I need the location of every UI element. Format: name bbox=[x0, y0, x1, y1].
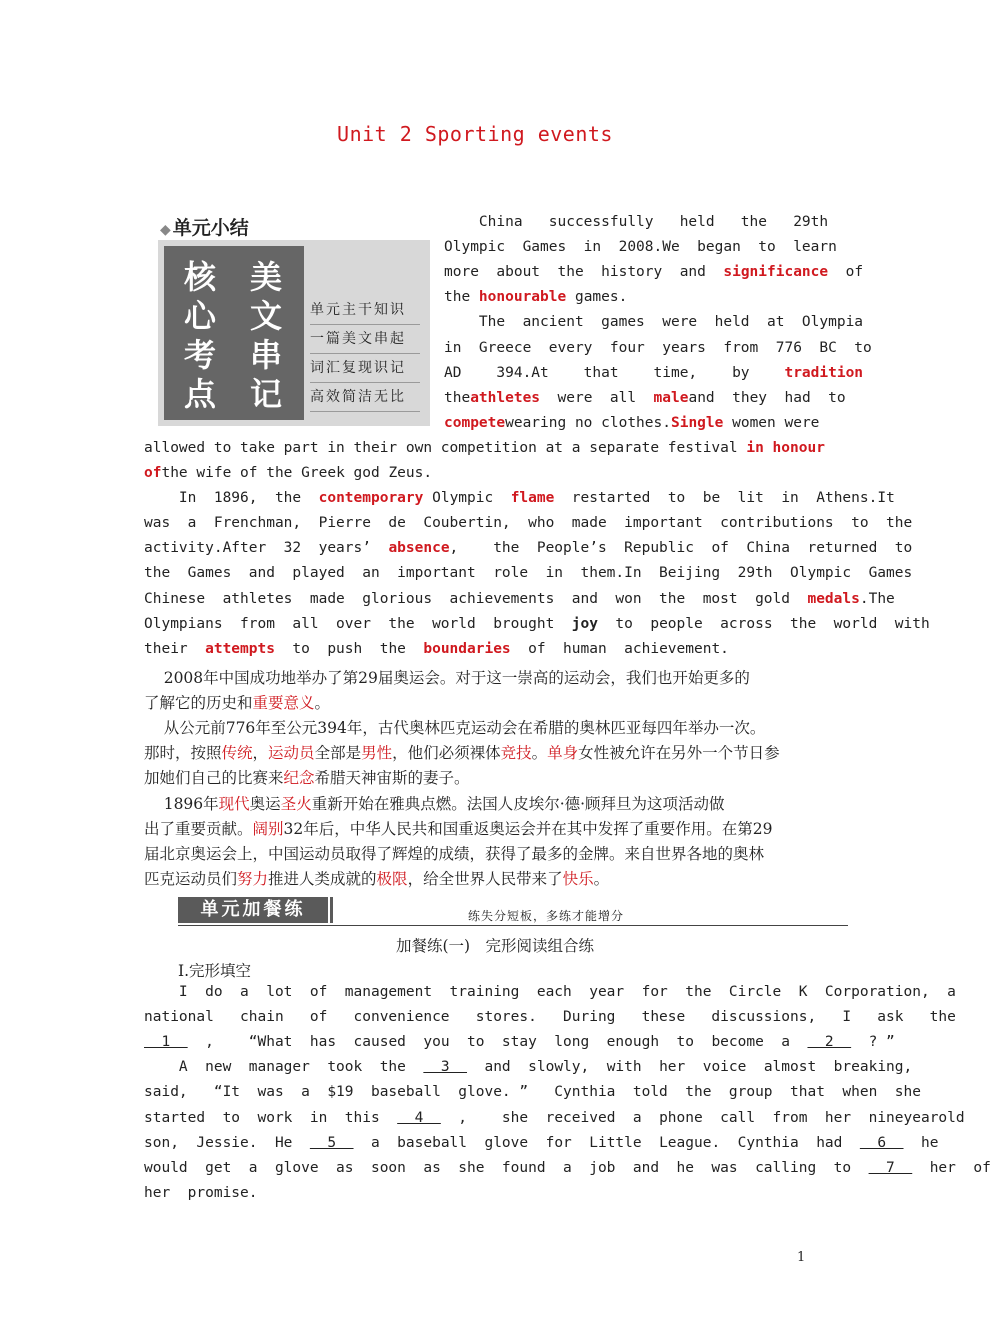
text-segment: 。 bbox=[593, 869, 610, 888]
text-line bbox=[144, 565, 913, 582]
text-line bbox=[144, 1159, 991, 1176]
highlighted-word: boundaries bbox=[423, 640, 511, 657]
highlighted-term: 现代 bbox=[218, 794, 250, 813]
text-segment: to people across the world with bbox=[597, 615, 930, 632]
highlighted-word: in honour bbox=[746, 439, 825, 456]
summary-core-column-left bbox=[180, 258, 220, 414]
text-line bbox=[144, 1059, 913, 1076]
chinese-line bbox=[144, 766, 470, 788]
diamond-icon: ◆ bbox=[160, 222, 171, 238]
text-segment: he bbox=[903, 1134, 939, 1151]
text-segment: of human achievement. bbox=[510, 640, 729, 657]
chinese-line bbox=[144, 666, 750, 688]
text-line bbox=[144, 641, 806, 657]
extra-practice-bar bbox=[178, 897, 848, 926]
text-segment: the Games and played an important role in them.In Beijing 29th Olympic Games bbox=[144, 565, 913, 582]
text-segment: .The bbox=[859, 590, 895, 607]
text-segment: their bbox=[144, 640, 206, 657]
highlighted-word: contemporary bbox=[318, 490, 424, 507]
highlighted-word: significance bbox=[723, 264, 829, 281]
summary-core-char: 点 bbox=[183, 375, 216, 413]
highlighted-word: tradition bbox=[784, 364, 864, 381]
cloze-blank: 7 bbox=[868, 1159, 913, 1176]
highlighted-word: athletes bbox=[470, 389, 541, 406]
text-line bbox=[144, 1084, 921, 1101]
text-segment: were all bbox=[540, 389, 654, 406]
highlighted-term: 圣火 bbox=[280, 794, 312, 813]
highlighted-word: male bbox=[653, 389, 689, 406]
page-number: 1 bbox=[797, 1250, 806, 1265]
text-line bbox=[144, 984, 956, 1000]
text-segment: would get a glove as soon as she found a job and he was calling to bbox=[144, 1159, 869, 1176]
chinese-line bbox=[144, 842, 764, 864]
chinese-line bbox=[144, 691, 330, 713]
summary-core-panel bbox=[164, 246, 304, 420]
cloze-blank: 4 bbox=[397, 1109, 441, 1126]
text-line bbox=[444, 314, 864, 331]
text-segment: AD 394.At that time, by bbox=[444, 364, 785, 381]
highlighted-word: medals bbox=[807, 590, 860, 607]
text-segment: , she received a phone call from her nineyearold bbox=[440, 1109, 965, 1126]
text-segment: to push the bbox=[274, 640, 424, 657]
summary-line: 高效简洁无比 bbox=[310, 383, 420, 412]
text-line bbox=[444, 364, 864, 381]
text-segment: wearing no clothes. bbox=[505, 414, 671, 431]
text-segment: 2008年中国成功地举办了第29届奥运会。对于这一崇高的运动会，我们也开始更多的 bbox=[144, 669, 750, 687]
text-line bbox=[444, 264, 864, 281]
highlighted-term: 运动员 bbox=[268, 744, 315, 763]
highlighted-word: honourable bbox=[478, 289, 567, 306]
text-line bbox=[144, 515, 913, 532]
text-line bbox=[144, 590, 895, 607]
chinese-line bbox=[144, 792, 725, 814]
text-segment: The ancient games were held at Olympia bbox=[444, 314, 864, 331]
summary-core-char: 心 bbox=[183, 297, 216, 335]
highlighted-word: compete bbox=[444, 414, 506, 431]
text-segment: national chain of convenience stores. During these discussions, I ask the bbox=[144, 1009, 956, 1026]
text-segment: 全部是 bbox=[314, 744, 362, 763]
highlighted-word: Single bbox=[670, 414, 724, 431]
summary-core-char: 考 bbox=[183, 336, 216, 374]
text-segment: her promise. bbox=[144, 1184, 258, 1201]
text-segment: allowed to take part in their own competition at a separate festival bbox=[144, 439, 747, 456]
text-segment: ， bbox=[252, 744, 269, 763]
text-line bbox=[444, 289, 806, 305]
text-segment: 。 bbox=[314, 694, 331, 713]
text-segment: her of bbox=[912, 1159, 991, 1176]
text-segment: , the People’s Republic of China returned to bbox=[449, 540, 913, 557]
text-segment: the wife of the Greek god Zeus. bbox=[161, 465, 433, 481]
text-segment: 32年后，中华人民共和国重返奥运会并在其中发挥了重要作用。在第29 bbox=[283, 819, 773, 838]
text-segment: China successfully held the 29th bbox=[444, 214, 829, 230]
text-segment: ，他们必须裸体 bbox=[392, 744, 501, 763]
text-line bbox=[144, 615, 930, 632]
chinese-line bbox=[144, 716, 765, 738]
summary-line: 一篇美文串起 bbox=[310, 325, 420, 354]
highlighted-term: 单身 bbox=[547, 744, 579, 763]
text-line bbox=[144, 1134, 939, 1151]
extra-practice-label: 单元加餐练 bbox=[178, 897, 328, 923]
summary-line: 单元主干知识 bbox=[310, 296, 420, 325]
text-segment: 从公元前776年至公元394年，古代奥林匹克运动会在希腊的奥林匹亚每四年举办一次。 bbox=[144, 719, 766, 738]
text-segment: 届北京奥运会上，中国运动员取得了辉煌的成绩，获得了最多的金牌。来自世界各地的奥林 bbox=[144, 844, 765, 863]
text-line bbox=[444, 414, 820, 431]
text-line bbox=[144, 465, 806, 481]
extra-practice-tagline: 练失分短板，多练才能增分 bbox=[468, 909, 625, 923]
highlighted-term: 阔别 bbox=[252, 819, 284, 838]
cloze-blank: 5 bbox=[309, 1134, 354, 1151]
text-segment: the bbox=[444, 289, 479, 306]
section-title: Ⅰ.完形填空 bbox=[178, 962, 252, 980]
cloze-blank: 6 bbox=[859, 1134, 904, 1151]
text-line bbox=[444, 239, 837, 256]
text-line bbox=[444, 339, 872, 356]
highlighted-term: 极限 bbox=[376, 869, 408, 888]
text-line bbox=[144, 1034, 895, 1051]
cloze-blank: 3 bbox=[423, 1059, 468, 1076]
text-segment: son, Jessie. He bbox=[144, 1134, 310, 1151]
text-segment: In 1896, the bbox=[144, 490, 319, 507]
text-line bbox=[144, 1009, 956, 1026]
text-segment: 推进人类成就的 bbox=[268, 869, 377, 888]
summary-line: 词汇复现识记 bbox=[310, 354, 420, 383]
text-segment: ，给全世界人民带来了 bbox=[407, 869, 563, 888]
cloze-blank: 2 bbox=[807, 1034, 852, 1051]
text-segment: 加她们自己的比赛来 bbox=[144, 769, 284, 788]
text-segment: 匹克运动员们 bbox=[144, 869, 238, 888]
summary-lines bbox=[310, 296, 420, 412]
text-segment: Olympic Games in 2008.We began to learn bbox=[444, 239, 837, 256]
text-line bbox=[444, 389, 846, 406]
text-segment: said, “It was a $19 baseball glove. ” Cynthia told the group that when she bbox=[144, 1084, 921, 1101]
text-segment: the bbox=[444, 389, 471, 406]
summary-box bbox=[158, 240, 430, 426]
text-segment: 重新开始在雅典点燃。法国人皮埃尔·德·顾拜旦为这项活动做 bbox=[311, 794, 725, 813]
highlighted-term: 男性 bbox=[361, 744, 393, 763]
text-segment: 奥运 bbox=[249, 794, 281, 813]
summary-core-char: 串 bbox=[249, 336, 282, 374]
text-segment: activity.After 32 years’ bbox=[144, 540, 389, 557]
text-segment: 女性被允许在另外一个节日参 bbox=[578, 744, 780, 763]
text-segment: Olympians from all over the world brought bbox=[144, 615, 572, 632]
text-segment: I do a lot of management training each year for the Circle K Corporation, a bbox=[144, 984, 956, 1000]
chinese-line bbox=[144, 741, 780, 763]
text-segment: Olympic bbox=[423, 490, 511, 507]
text-line bbox=[144, 1185, 806, 1201]
unit-summary-label: 单元小结 bbox=[172, 217, 249, 239]
text-line bbox=[144, 490, 895, 507]
text-line bbox=[144, 1109, 965, 1126]
text-segment: 1896年 bbox=[144, 794, 219, 813]
text-segment: 。 bbox=[531, 744, 548, 763]
text-segment: games. bbox=[566, 289, 628, 306]
text-segment: 希腊天神宙斯的妻子。 bbox=[314, 769, 470, 788]
summary-core-char: 记 bbox=[249, 375, 282, 413]
highlighted-term: 纪念 bbox=[283, 769, 315, 788]
summary-core-column-right bbox=[246, 258, 286, 414]
text-segment: 了解它的历史和 bbox=[144, 694, 253, 713]
summary-core-char: 文 bbox=[249, 297, 282, 335]
text-segment: of bbox=[828, 264, 864, 281]
highlighted-term: 竞技 bbox=[500, 744, 532, 763]
extra-practice-label-edge bbox=[330, 897, 333, 923]
text-segment: Chinese athletes made glorious achievements and won the most gold bbox=[144, 590, 808, 607]
text-segment: more about the history and bbox=[444, 264, 724, 281]
text-segment: started to work in this bbox=[144, 1109, 398, 1126]
chinese-line bbox=[144, 817, 772, 839]
cloze-blank: 1 bbox=[144, 1034, 188, 1051]
chinese-line bbox=[144, 867, 609, 889]
highlighted-term: 重要意义 bbox=[252, 694, 315, 713]
text-segment: ? ” bbox=[851, 1034, 895, 1051]
highlighted-word: of bbox=[144, 465, 162, 481]
highlighted-word: attempts bbox=[205, 640, 275, 657]
highlighted-term: 努力 bbox=[237, 869, 269, 888]
text-segment: a baseball glove for Little League. Cynthia had bbox=[353, 1134, 860, 1151]
summary-core-char: 核 bbox=[183, 258, 216, 296]
text-segment: in Greece every four years from 776 BC to bbox=[444, 339, 872, 356]
text-segment: joy bbox=[571, 615, 598, 632]
text-segment: and they had to bbox=[688, 389, 846, 406]
highlighted-word: flame bbox=[510, 490, 555, 507]
text-line bbox=[144, 439, 825, 456]
page-title: Unit 2 Sporting events bbox=[337, 122, 613, 146]
text-segment: , “What has caused you to stay long enough to become a bbox=[187, 1034, 808, 1051]
unit-summary-heading bbox=[160, 213, 249, 240]
text-segment: and slowly, with her voice almost breaking, bbox=[467, 1059, 913, 1076]
text-segment: 那时，按照 bbox=[144, 744, 222, 763]
highlighted-word: absence bbox=[388, 540, 450, 557]
text-line bbox=[144, 540, 913, 557]
text-segment: restarted to be lit in Athens.It bbox=[554, 490, 895, 507]
text-segment: was a Frenchman, Pierre de Coubertin, who made important contributions to the bbox=[144, 515, 913, 532]
text-line bbox=[444, 214, 829, 230]
summary-core-char: 美 bbox=[249, 258, 282, 296]
text-segment: women were bbox=[723, 414, 820, 431]
exercise-title: 加餐练(一) 完形阅读组合练 bbox=[395, 937, 595, 955]
text-segment: A new manager took the bbox=[144, 1059, 424, 1076]
text-segment: 出了重要贡献。 bbox=[144, 819, 253, 838]
highlighted-term: 传统 bbox=[221, 744, 253, 763]
highlighted-term: 快乐 bbox=[562, 869, 594, 888]
